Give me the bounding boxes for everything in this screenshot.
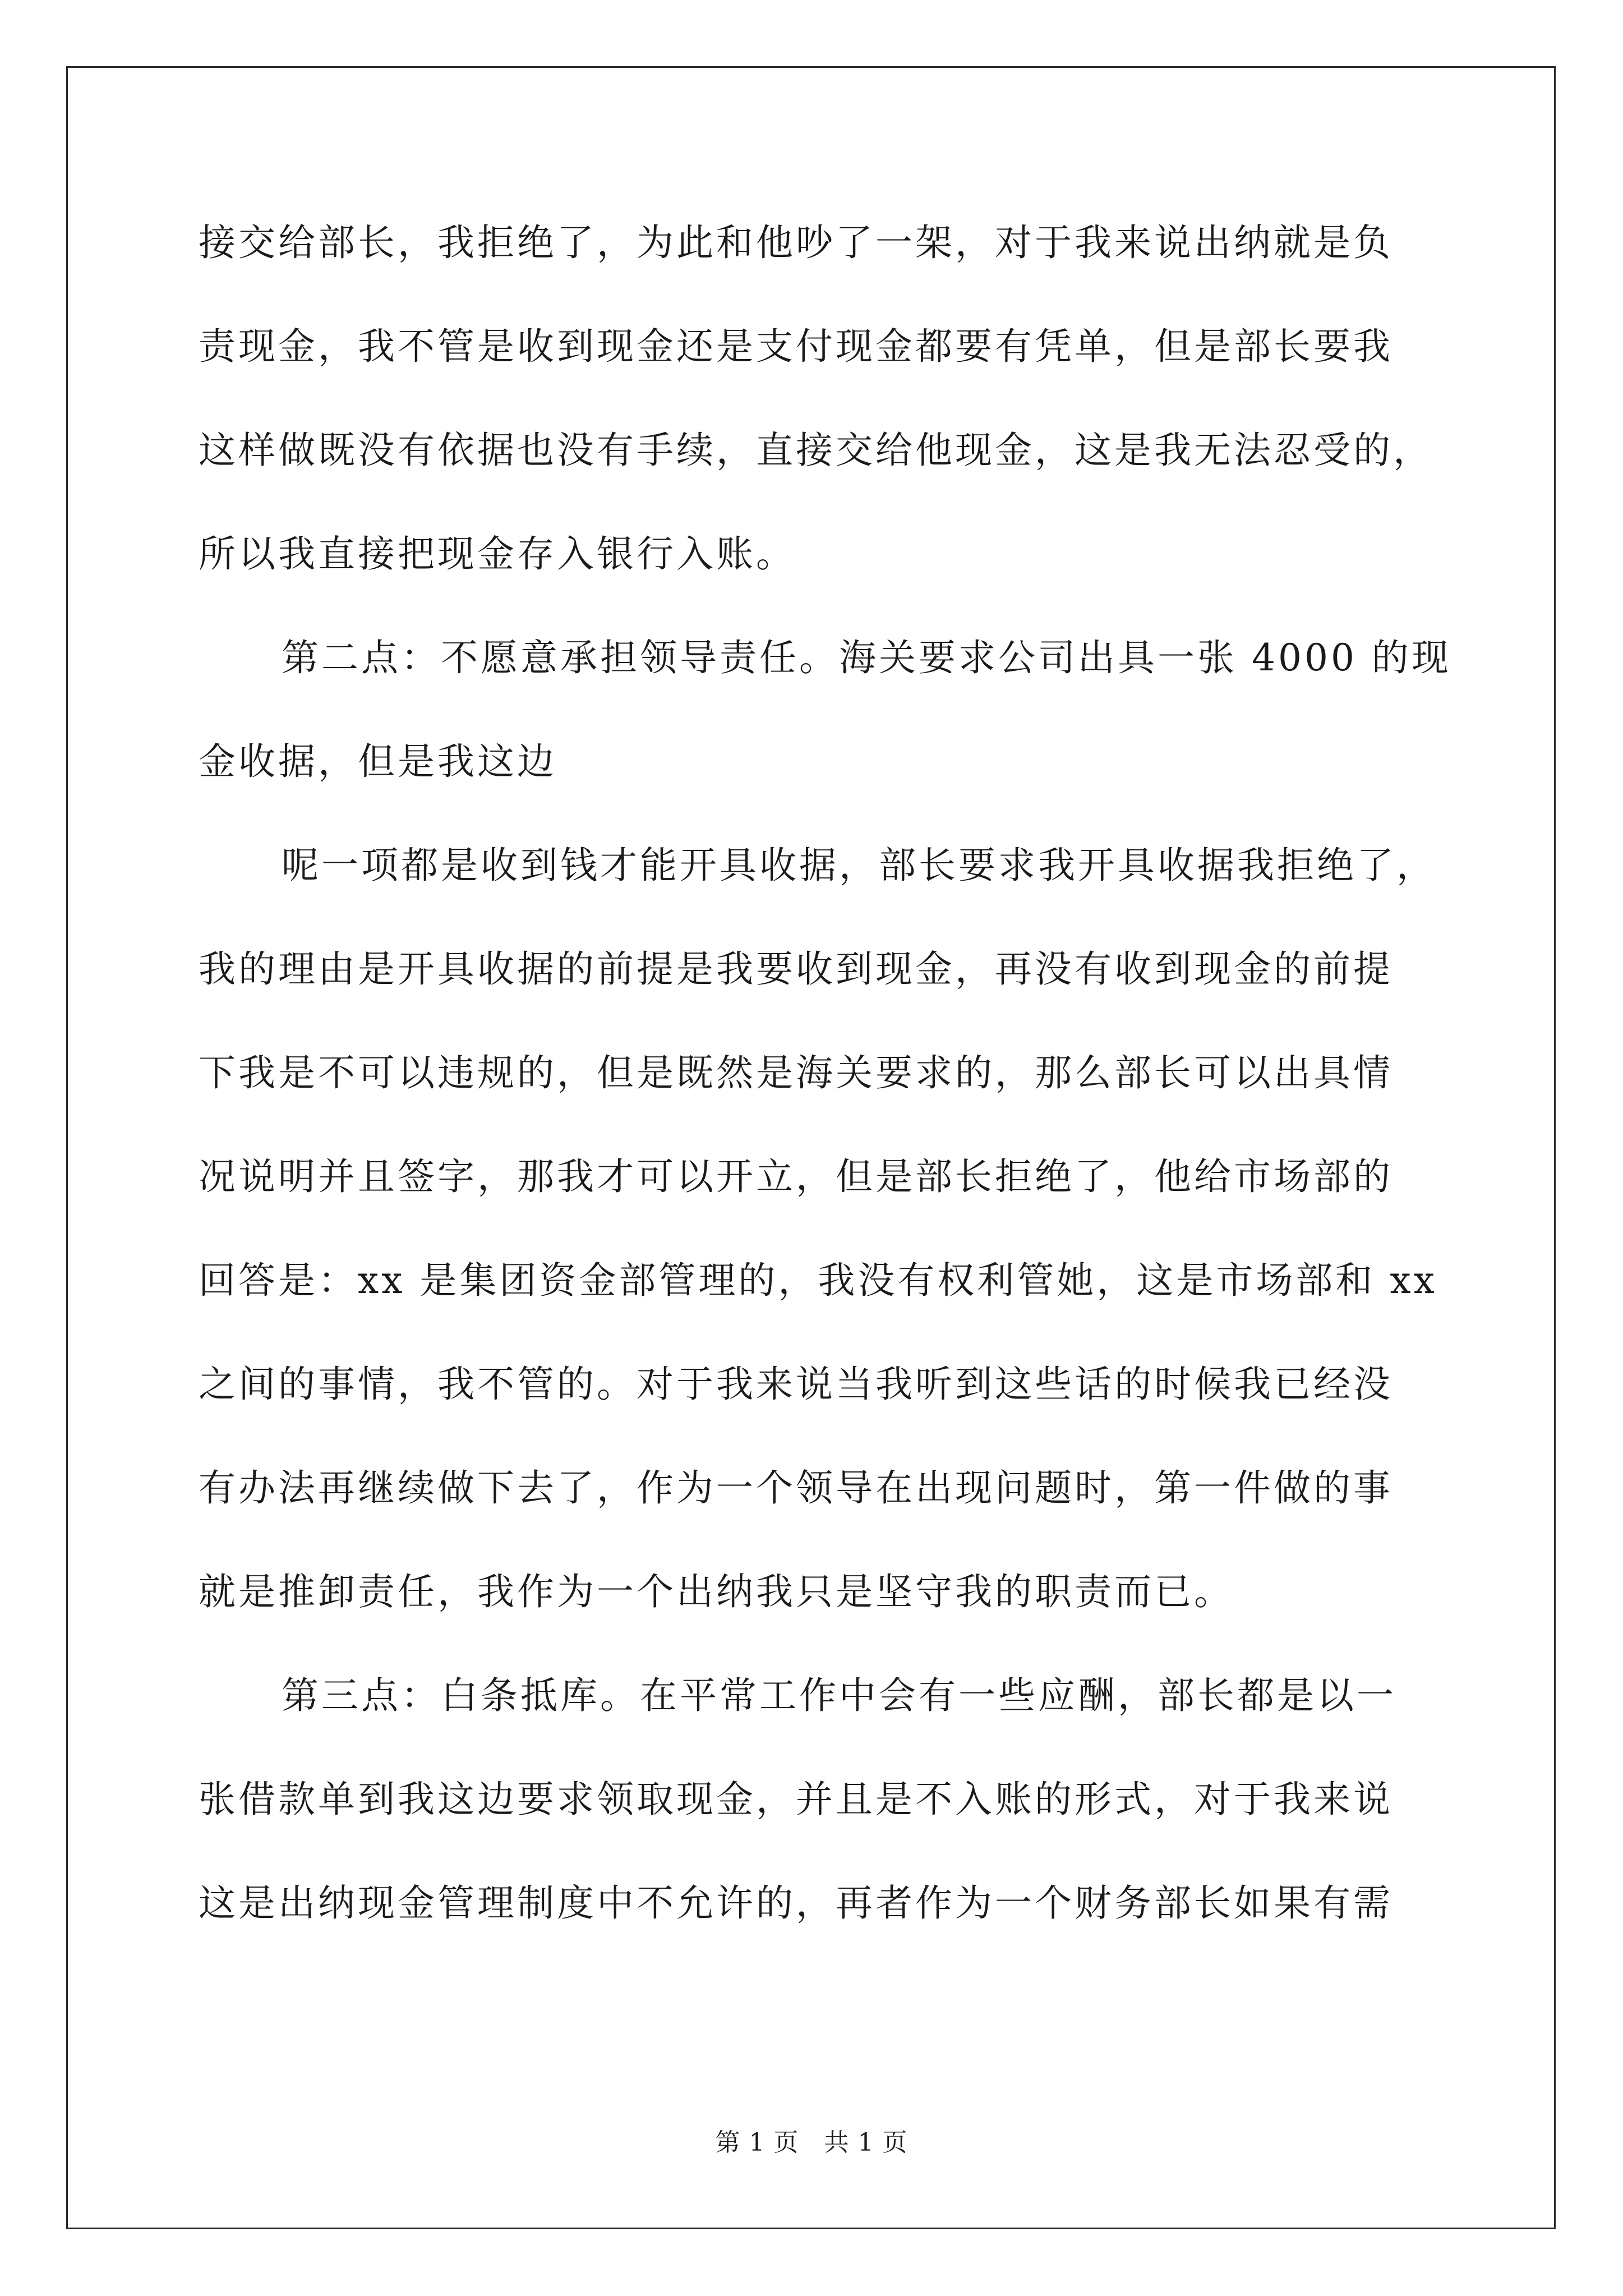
text-line: 下我是不可以违规的，但是既然是海关要求的，那么部长可以出具情: [199, 1051, 1393, 1094]
text-line: 张借款单到我这边要求领取现金，并且是不入账的形式，对于我来说: [199, 1778, 1393, 1821]
page-number-footer: 第 1 页 共 1 页: [715, 2128, 908, 2157]
paragraph-start-line: 呢一项都是收到钱才能开具收据，部长要求我开具收据我拒绝了，: [282, 844, 1436, 887]
text-line: 就是推卸责任，我作为一个出纳我只是坚守我的职责而已。: [199, 1570, 1234, 1613]
document-body: [199, 213, 1464, 1977]
text-line: 接交给部长，我拒绝了，为此和他吵了一架，对于我来说出纳就是负: [199, 221, 1393, 264]
text-line: 回答是：xx 是集团资金部管理的，我没有权利管她，这是市场部和 xx: [199, 1259, 1437, 1302]
text-line: 我的理由是开具收据的前提是我要收到现金，再没有收到现金的前提: [199, 947, 1393, 991]
text-line: 有办法再继续做下去了，作为一个领导在出现问题时，第一件做的事: [199, 1466, 1393, 1510]
text-line: 责现金，我不管是收到现金还是支付现金都要有凭单，但是部长要我: [199, 325, 1393, 368]
text-line: 金收据，但是我这边: [199, 740, 557, 783]
text-line: 之间的事情，我不管的。对于我来说当我听到这些话的时候我已经没: [199, 1363, 1393, 1406]
paragraph-start-line: 第二点：不愿意承担领导责任。海关要求公司出具一张 4000 的现: [282, 636, 1451, 679]
text-line: 这样做既没有依据也没有手续，直接交给他现金，这是我无法忍受的，: [199, 429, 1433, 472]
paragraph-start-line: 第三点：白条抵库。在平常工作中会有一些应酬，部长都是以一: [282, 1674, 1396, 1717]
text-line: 况说明并且签字，那我才可以开立，但是部长拒绝了，他给市场部的: [199, 1155, 1393, 1198]
text-line: 所以我直接把现金存入银行入账。: [199, 532, 796, 576]
text-line: 这是出纳现金管理制度中不允许的，再者作为一个财务部长如果有需: [199, 1881, 1393, 1925]
